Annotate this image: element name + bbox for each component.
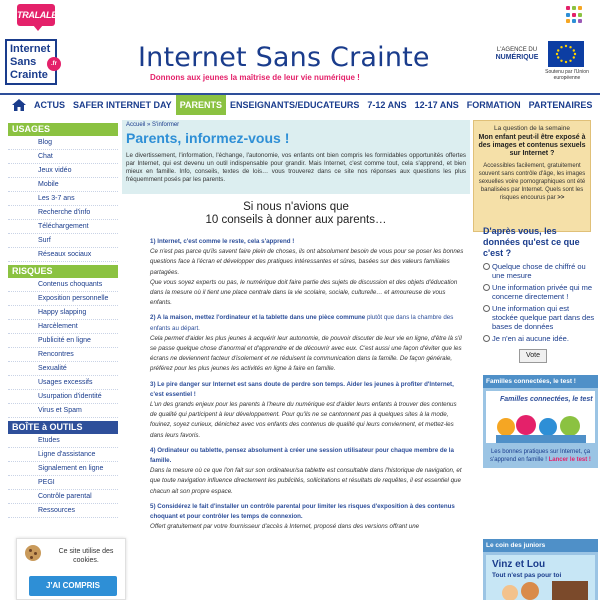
site-tagline: Donnons aux jeunes la maîtrise de leur vie numérique ! <box>150 73 360 82</box>
promo-2-heading: Le coin des juniors <box>483 539 598 552</box>
promo-coin-juniors[interactable] <box>483 539 598 600</box>
tralalere-logo[interactable]: TRALALERE <box>17 4 55 26</box>
accept-cookies-button[interactable]: J'AI COMPRIS <box>29 576 117 596</box>
promo-2-image-title: Vinz et Lou <box>492 559 546 570</box>
poll-option-label: Quelque chose de chiffré ou une mesure <box>492 262 586 280</box>
advice-5-body: Offert gratuitement par votre fournisseur d'accès à Internet, proposé dans des versions offrant une <box>150 523 420 531</box>
sidebar-item[interactable]: Réseaux sociaux <box>8 248 118 262</box>
nav-item-safer-internet-day[interactable]: SAFER INTERNET DAY <box>73 100 172 110</box>
promo-2-illustration <box>486 555 595 600</box>
intro-text: Le divertissement, l'information, l'échange, l'autonomie, vos enfants ont bien compris les formidables opportunités offertes par Internet, qui est devenu un outil indispensable pour grandir. Mais Internet, c'est comme tout, cela s'apprend, et bien mieux en famille. Info, conseils, textes de lois… vous trouverez dans ce site nos réponses aux questions les plus fréquemment posés par les parents. <box>126 152 466 183</box>
sidebar-item[interactable]: Les 3-7 ans <box>8 192 118 206</box>
sidebar-item[interactable]: Surf <box>8 234 118 248</box>
sidebar-list <box>8 434 118 518</box>
main-content <box>122 120 470 600</box>
sidebar-item[interactable]: Happy slapping <box>8 306 118 320</box>
cookie-banner <box>16 538 126 600</box>
page-title: Parents, informez-vous ! <box>126 130 290 146</box>
home-icon[interactable] <box>8 96 30 114</box>
sidebar-item[interactable]: Jeux vidéo <box>8 164 118 178</box>
promo-2-image <box>486 555 595 600</box>
nav-item-7-12-ans[interactable]: 7-12 ANS <box>367 100 407 110</box>
question-excerpt <box>478 162 586 202</box>
question-excerpt-text: Accessibles facilement, gratuitement souvent sans contrôle d'âge, les images sexuelles voire pornographiques ont été banalisées par Internet. Quels sont les risques encourus par <box>478 163 586 201</box>
question-of-week[interactable] <box>473 120 591 232</box>
nav-item-formation[interactable]: FORMATION <box>466 100 521 110</box>
agence-numerique-logo[interactable] <box>494 46 540 68</box>
radio-icon[interactable] <box>483 284 490 291</box>
intro-box <box>122 120 470 194</box>
advice-2-heading-rest: plutôt que dans la chambre des enfants au départ. <box>150 314 454 332</box>
apps-grid-dot <box>572 13 576 17</box>
sidebar-item[interactable]: Signalement en ligne <box>8 462 118 476</box>
top-bar <box>0 0 600 36</box>
breadcrumb[interactable]: Accueil » S'informer <box>126 122 180 128</box>
sidebar-item[interactable]: Mobile <box>8 178 118 192</box>
advice-2-heading-strong: 2) A la maison, mettez l'ordinateur et la tablette dans une pièce commune <box>150 314 366 322</box>
apps-grid-dot <box>578 13 582 17</box>
poll-option-label: Une information privée qui me concerne directement ! <box>492 283 593 301</box>
sidebar-item[interactable]: Etudes <box>8 434 118 448</box>
sidebar-item[interactable]: Contrôle parental <box>8 490 118 504</box>
advice-3-body: L'un des grands enjeux pour les parents à l'heure du numérique est d'aider leurs enfants à trouver des contenus de qualité qui participent à leur développement. Pour qu'ils ne se cantonnent pas à quelques sites à la mode, fouinez, soyez curieux, dénichez avec vos enfants des contenus de qualité qui leurs conviennent, et mettez-les dans leurs favoris. <box>150 401 457 439</box>
advice-4-body: Dans la mesure où ce que l'on fait sur son ordinateur/sa tablette est consultable dans l'historique de navigation, et que toute navigation influence directement les publicités, sollicitations et résultats de requêtes, il est essentiel que chacun ait son propre espace. <box>150 467 462 495</box>
radio-icon[interactable] <box>483 263 490 270</box>
promo-1-link[interactable]: Lancer le test ! <box>548 457 591 463</box>
promo-2-image-subtitle: Tout n'est pas pour toi <box>492 572 562 579</box>
sidebar-section-heading[interactable]: BOÎTE à OUTILS <box>8 421 118 434</box>
logo-line-2: Sans <box>10 56 37 68</box>
sidebar-item[interactable]: Ressources <box>8 504 118 518</box>
agency-top: L'AGENCE DU <box>496 47 538 53</box>
article-body <box>122 237 470 532</box>
article-title-line-2: 10 conseils à donner aux parents… <box>205 214 387 226</box>
logo-line-3: Crainte <box>10 69 48 81</box>
question-more-link[interactable]: >> <box>557 195 565 201</box>
sidebar-item[interactable]: Blog <box>8 136 118 150</box>
nav-item-enseignants-educateurs[interactable]: ENSEIGNANTS/EDUCATEURS <box>230 100 360 110</box>
poll-option[interactable] <box>483 334 595 343</box>
sidebar-item[interactable]: PEGI <box>8 476 118 490</box>
vote-button[interactable]: Vote <box>519 349 547 363</box>
promo-1-caption <box>483 446 598 468</box>
sidebar-list <box>8 136 118 262</box>
sidebar-item[interactable]: Rencontres <box>8 348 118 362</box>
main-nav <box>0 93 600 115</box>
site-title: Internet Sans Crainte <box>138 42 430 73</box>
logo-badge: .fr <box>47 57 61 71</box>
promo-1-image <box>486 391 595 443</box>
sidebar-item[interactable]: Harcèlement <box>8 320 118 334</box>
promo-1-caption-text: Les bonnes pratiques sur Internet, ça s'apprend en famille ! <box>490 449 591 463</box>
advice-5-heading: 5) Considérez le fait d'installer un contrôle parental pour limiter les risques d'exposition à des contenus choquant et pour contrôler les temps de connexion. <box>150 502 455 521</box>
sidebar-item[interactable]: Sexualité <box>8 362 118 376</box>
article-title <box>122 201 470 227</box>
logo-line-1: Internet <box>10 43 51 55</box>
apps-grid-dot <box>566 13 570 17</box>
sidebar-item[interactable]: Exposition personnelle <box>8 292 118 306</box>
sidebar-item[interactable]: Recherche d'info <box>8 206 118 220</box>
poll-question: D'après vous, les données qu'est ce que c'est ? <box>483 226 580 258</box>
sidebar-item[interactable]: Usurpation d'identité <box>8 390 118 404</box>
poll-option-label: Je n'en ai aucune idée. <box>492 334 569 343</box>
eu-flag-icon <box>548 41 584 67</box>
radio-icon[interactable] <box>483 305 490 312</box>
poll <box>483 226 595 363</box>
sidebar-list <box>8 278 118 418</box>
agency-name: NUMÉRIQUE <box>495 54 539 61</box>
advice-4-heading: 4) Ordinateur ou tablette, pensez absolument à créer une session utilisateur pour chaque membre de la famille. <box>150 446 454 465</box>
advice-1-heading: 1) Internet, c'est comme le reste, cela s'apprend ! <box>150 238 295 245</box>
eu-caption: Soutenu par l'Union européenne <box>545 69 589 81</box>
site-logo[interactable] <box>5 39 57 85</box>
sidebar-item[interactable]: Chat <box>8 150 118 164</box>
question-heading: La question de la semaine <box>494 125 570 132</box>
right-column <box>473 120 600 600</box>
question-title: Mon enfant peut-il être exposé à des images et contenus sexuels sur Internet ? <box>478 134 586 157</box>
article-title-line-1: Si nous n'avions que <box>243 201 349 213</box>
sidebar-item[interactable]: Ligne d'assistance <box>8 448 118 462</box>
apps-grid-dot <box>572 19 576 23</box>
advice-1-body-2: Que vous soyez experts ou pas, le numérique doit faire partie des sujets de discussion et des objets d'éducation dans la mesure où il tient une place centrale dans la vie scolaire, sociale, culturelle… et amoureuse de vous enfants. <box>150 278 458 307</box>
sidebar-item[interactable]: Contenus choquants <box>8 278 118 292</box>
apps-grid-dot <box>578 19 582 23</box>
cookie-text: Ce site utilise des cookies. <box>58 548 114 564</box>
sidebar-item[interactable]: Usages excessifs <box>8 376 118 390</box>
apps-grid-dot <box>566 19 570 23</box>
apps-grid-icon[interactable] <box>566 6 584 24</box>
advice-3-heading: 3) Le pire danger sur Internet est sans doute de perdre son temps. Aider les jeunes à profiter d'Internet, c'est essentiel ! <box>150 380 454 398</box>
site-header <box>0 36 600 90</box>
sidebar <box>8 120 118 600</box>
promo-1-heading: Familles connectées, le test ! <box>483 375 598 388</box>
apps-grid-dot <box>572 6 576 10</box>
sidebar-section-heading[interactable]: RISQUES <box>8 265 118 278</box>
poll-option[interactable] <box>483 304 595 331</box>
nav-item-parents[interactable]: PARENTS <box>176 95 226 115</box>
poll-option-label: Une information qui est stockée quelque part dans des bases de données <box>492 304 595 331</box>
radio-icon[interactable] <box>483 335 490 342</box>
advice-2-body: Cela permet d'aider les plus jeunes à acquérir leur autonomie, de pouvoir discuter de leur vie en ligne, d'être là s'il se passe quelque chose d'anormal et d'apprendre et de découvrir avec eux. C'est aussi une façon d'éviter que les écrans ne deviennent facteur d'isolement et ne réduisent la communication dans la famille. De façon générale, préférez pour les plus jeunes les activités en ligne à faire en famille. <box>150 334 462 373</box>
nav-item-partenaires[interactable]: PARTENAIRES <box>528 100 593 110</box>
promo-1-image-title: Familles connectées, le test <box>500 396 593 403</box>
advice-2-heading <box>150 313 464 333</box>
apps-grid-dot <box>566 6 570 10</box>
poll-option[interactable] <box>483 262 595 280</box>
sidebar-item[interactable]: Publicité en ligne <box>8 334 118 348</box>
nav-item-12-17-ans[interactable]: 12-17 ANS <box>414 100 459 110</box>
advice-1-body-1: Ce n'est pas parce qu'ils savent faire plein de choses, ils ont absolument besoin de vous pour se poser les bonnes questions face à l'écran et développer des pratiques intéressantes et sûres, basées sur des valeurs familiales partagées. <box>150 248 464 276</box>
sidebar-item[interactable]: Virus et Spam <box>8 404 118 418</box>
poll-option[interactable] <box>483 283 595 301</box>
cookie-icon <box>25 545 41 561</box>
sidebar-section-heading[interactable]: USAGES <box>8 123 118 136</box>
sidebar-item[interactable]: Téléchargement <box>8 220 118 234</box>
apps-grid-dot <box>578 6 582 10</box>
nav-item-actus[interactable]: ACTUS <box>34 100 65 110</box>
promo-familles-connectees[interactable] <box>483 375 598 468</box>
